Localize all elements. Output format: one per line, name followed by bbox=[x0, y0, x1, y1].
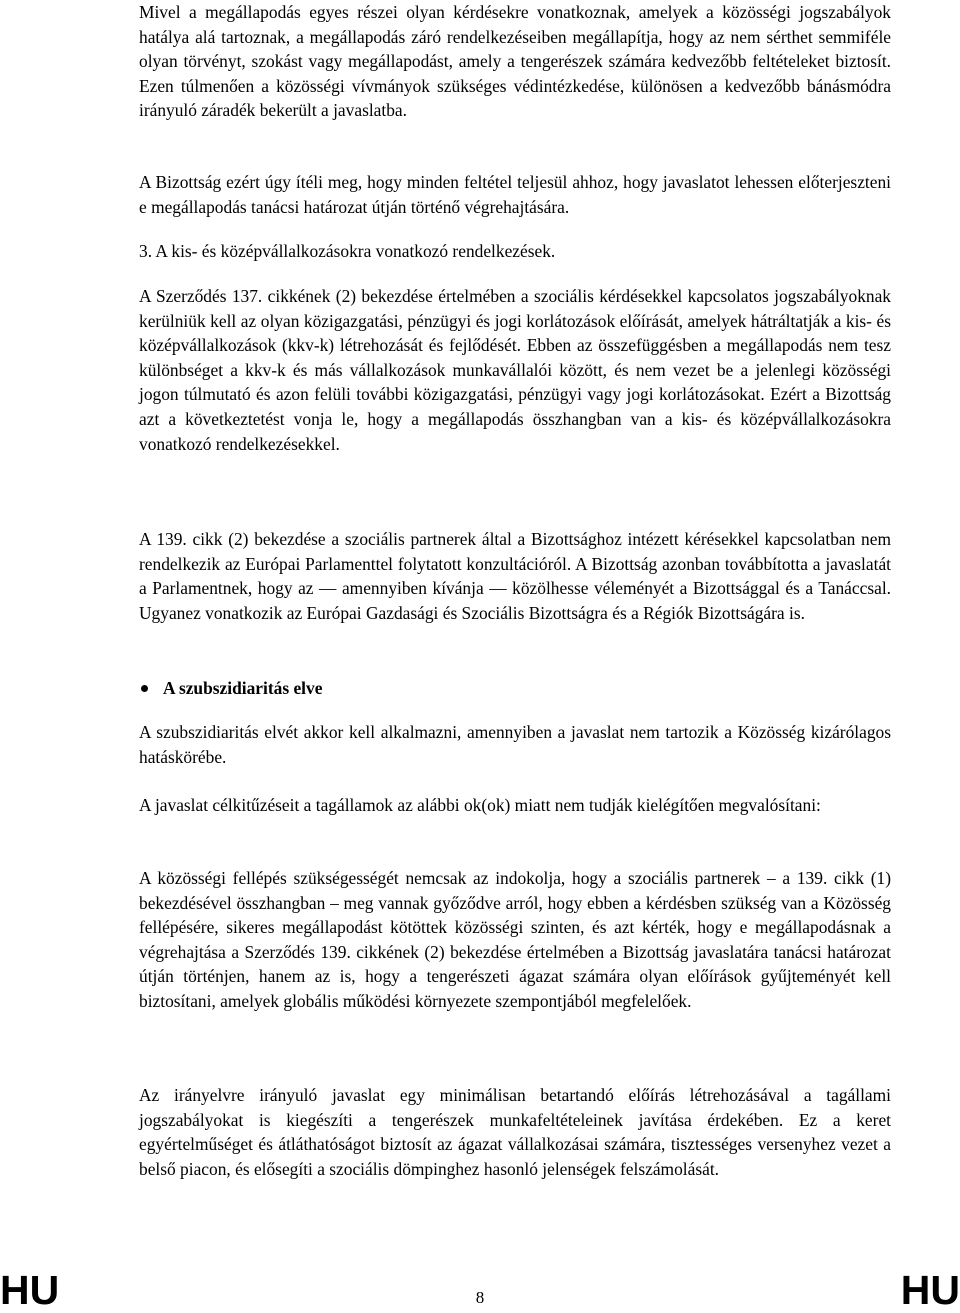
paragraph-subsidiarity-1: A szubszidiaritás elvét akkor kell alkalmazni, amennyiben a javaslat nem tartozik a Közösség kizárólagos hatáskörébe. bbox=[139, 722, 891, 767]
footer-language-left: HU bbox=[0, 1267, 60, 1313]
paragraph-article-139: A 139. cikk (2) bekezdése a szociális partnerek által a Bizottsághoz intézett kérésekkel kapcsolatban nem rendelkezik az Európai Parlamenttel folytatott konzultációról. A Bizottság azonban továbbította a javaslatát a Parlamentnek, hogy az — amennyiben kívánja — közölhesse véleményét a Bizottsággal és a Tanáccsal. Ugyanez vonatkozik az Európai Gazdasági és Szociális Bizottságra és a Régiók Bizottságára is. bbox=[139, 529, 891, 623]
page-number: 8 bbox=[475, 1288, 485, 1307]
paragraph-assessment: A Bizottság ezért úgy ítéli meg, hogy minden feltétel teljesül ahhoz, hogy javaslatot lehessen előterjeszteni e megállapodás tanácsi határozat útján történő végrehajtására. bbox=[139, 172, 891, 217]
paragraph-subsidiarity-2: A javaslat célkitűzéseit a tagállamok az alábbi ok(ok) miatt nem tudják kielégítően megvalósítani: bbox=[139, 795, 821, 815]
subsidiarity-heading-label: A szubszidiaritás elve bbox=[163, 678, 323, 698]
paragraph-subsidiarity-3: A közösségi fellépés szükségességét nemcsak az indokolja, hogy a szociális partnerek – a 139. cikk (1) bekezdésével összhangban – meg vannak győződve arról, hogy ebben a kérdésben szükség van a Közösség fellépésére, sikeres megállapodást kötöttek közösségi szinten, és azt kérték, hogy e megállapodásnak a végrehajtása a Szerződés 139. cikkének (2) bekezdése értelmében a Bizottság javaslatára tanácsi határozat útján történjen, hanem az is, hogy a tengerészeti ágazat számára olyan előírások gyűjteményét kell biztosítani, amelyek globális működési környezete szempontjából megfelelőek. bbox=[139, 868, 891, 1011]
bullet-icon bbox=[141, 685, 148, 692]
paragraph-treaty-137: A Szerződés 137. cikkének (2) bekezdése értelmében a szociális kérdésekkel kapcsolatos jogszabályoknak kerülniük kell az olyan közigazgatási, pénzügyi és jogi korlátozások előírását, amelyek hátráltatják a kis- és középvállalkozások (kkv-k) létrehozását és fejlődését. Ebben az összefüggésben a megállapodás nem tesz különbséget a kkv-k és más vállalkozások munkavállalói között, és nem vezet be a jelenlegi közösségi jogon túlmutató és azon felüli további közigazgatási, pénzügyi vagy jogi korlátozásokat. Ezért a Bizottság azt a következtetést vonja le, hogy a megállapodás összhangban van a kis- és középvállalkozásokra vonatkozó rendelkezésekkel. bbox=[139, 286, 891, 454]
paragraph-subsidiarity-4: Az irányelvre irányuló javaslat egy minimálisan betartandó előírás létrehozásával a tagállami jogszabályokat is kiegészíti a tengerészek munkafeltételeinek javítása érdekében. Ez a keret egyértelműséget és átláthatóságot biztosít az ágazat vállalkozásai számára, tisztességes versenyhez vezet a belső piacon, és elősegíti a szociális dömpinghez hasonló jelenségek felszámolását. bbox=[139, 1085, 891, 1179]
footer-language-right: HU bbox=[900, 1267, 960, 1313]
subsidiarity-heading bbox=[139, 676, 891, 701]
paragraph-intro: Mivel a megállapodás egyes részei olyan kérdésekre vonatkoznak, amelyek a közösségi jogszabályok hatálya alá tartoznak, a megállapodás záró rendelkezéseiben megállapítja, hogy az nem sérthet semmiféle olyan törvényt, szokást vagy megállapodást, amely a tengerészek számára kedvezőbb feltételeket biztosít. Ezen túlmenően a közösségi vívmányok szükséges védintézkedése, különösen a kedvezőbb bánásmódra irányuló záradék bekerült a javaslatba. bbox=[139, 2, 891, 121]
section-heading-sme: 3. A kis- és középvállalkozásokra vonatkozó rendelkezések. bbox=[139, 241, 556, 261]
